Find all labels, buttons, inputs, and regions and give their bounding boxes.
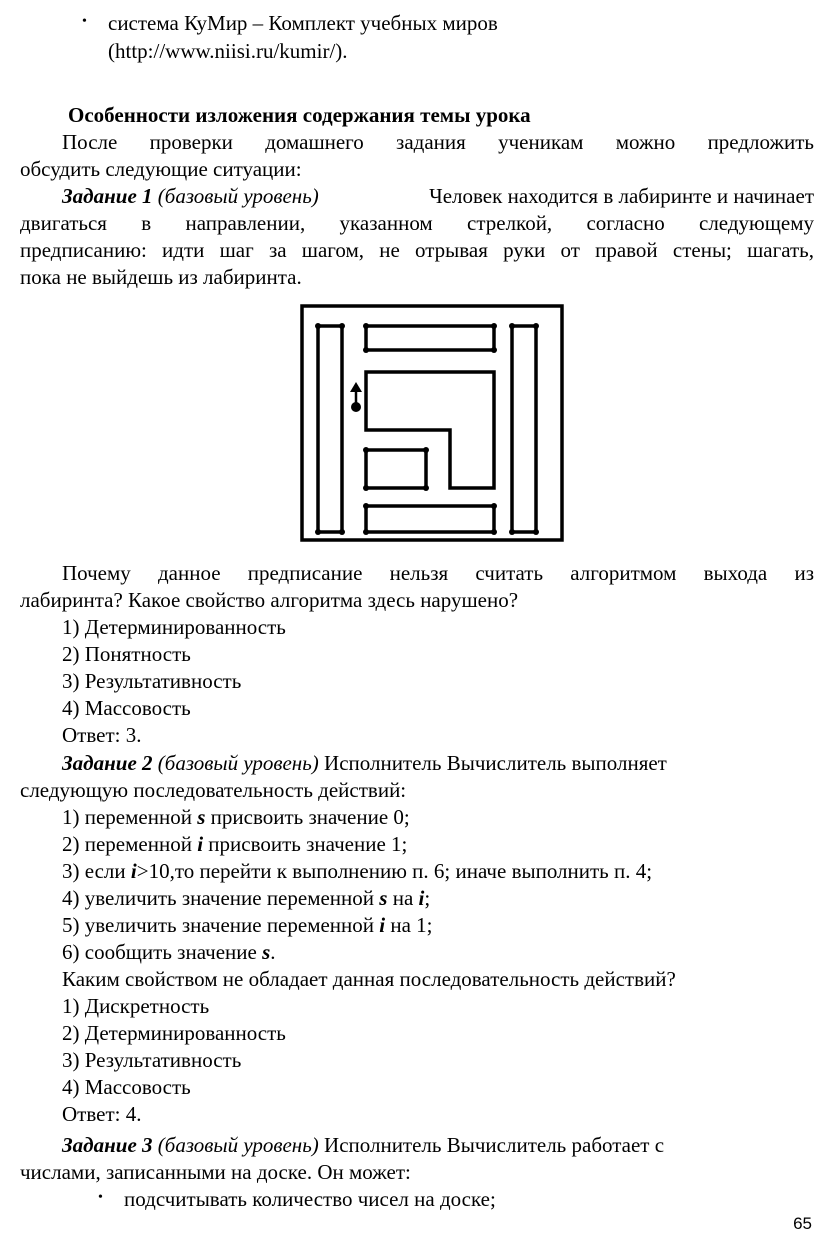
maze-l-block — [366, 372, 494, 488]
bullet-dot: • — [98, 1190, 103, 1205]
task1-line-1 — [62, 183, 814, 210]
task2-line-2: следующую последовательность действий: — [20, 778, 407, 802]
task1-option: 2) Понятность — [62, 642, 191, 666]
task1-option: 3) Результативность — [62, 669, 242, 693]
maze-right-bar — [512, 326, 536, 532]
task1-option: 1) Детерминированность — [62, 615, 286, 639]
task1-line-3: предписанию: идти шаг за шагом, не отрывая руки от правой стены; шагать, — [20, 238, 814, 262]
section-heading: Особенности изложения содержания темы урока — [68, 103, 531, 127]
bullet-dot: • — [82, 14, 87, 29]
task3-line1-rest: Исполнитель Вычислитель работает с — [324, 1133, 665, 1157]
task3-line-2: числами, записанными на доске. Он может: — [20, 1160, 411, 1184]
task1-line1-rest: Человек находится в лабиринте и начинает — [429, 184, 814, 208]
maze-bottom-bar — [366, 506, 494, 532]
task2-answer: Ответ: 4. — [62, 1102, 142, 1126]
maze-top-bar — [366, 326, 494, 350]
task1-line-2: двигаться в направлении, указанном стрелкой, согласно следующему — [20, 211, 814, 235]
task2-step: 3) если i>10,то перейти к выполнению п. 6; иначе выполнить п. 4; — [62, 859, 653, 883]
task3-label: Задание 3 — [62, 1133, 153, 1157]
maze-person-arrow-icon — [350, 382, 362, 412]
intro-line-1: система КуМир – Комплект учебных миров — [108, 11, 498, 35]
task3-line-1 — [62, 1132, 664, 1159]
page-number: 65 — [793, 1214, 812, 1233]
intro-line-2: (http://www.niisi.ru/kumir/). — [108, 39, 348, 63]
task2-line-1 — [62, 750, 667, 777]
task2-step: 2) переменной i присвоить значение 1; — [62, 832, 408, 856]
task2-label: Задание 2 — [62, 751, 153, 775]
task2-option: 2) Детерминированность — [62, 1021, 286, 1045]
task1-level: (базовый уровень) — [157, 184, 319, 208]
task2-question: Каким свойством не обладает данная последовательность действий? — [62, 967, 676, 991]
task2-step: 5) увеличить значение переменной i на 1; — [62, 913, 433, 937]
task2-step: 1) переменной s присвоить значение 0; — [62, 805, 410, 829]
task2-step: 6) сообщить значение s. — [62, 940, 276, 964]
task1-question-line-2: лабиринта? Какое свойство алгоритма здесь нарушено? — [20, 588, 519, 612]
maze-figure — [298, 302, 566, 542]
task1-option: 4) Массовость — [62, 696, 191, 720]
task3-bullet-1: подсчитывать количество чисел на доске; — [124, 1187, 496, 1211]
para1-line-1: После проверки домашнего задания ученикам можно предложить — [62, 130, 814, 154]
maze-small-box — [366, 450, 426, 488]
task1-question-line-1: Почему данное предписание нельзя считать алгоритмом выхода из — [62, 561, 814, 585]
para1-line-2: обсудить следующие ситуации: — [20, 157, 302, 181]
task2-option: 3) Результативность — [62, 1048, 242, 1072]
task1-answer: Ответ: 3. — [62, 723, 142, 747]
task2-step: 4) увеличить значение переменной s на i; — [62, 886, 431, 910]
task1-line-4: пока не выйдешь из лабиринта. — [20, 265, 302, 289]
task3-level: (базовый уровень) — [157, 1133, 319, 1157]
task2-level: (базовый уровень) — [157, 751, 319, 775]
task2-option: 4) Массовость — [62, 1075, 191, 1099]
task2-line1-rest: Исполнитель Вычислитель выполняет — [324, 751, 667, 775]
task2-option: 1) Дискретность — [62, 994, 210, 1018]
task1-label: Задание 1 — [62, 184, 153, 208]
maze-left-bar — [318, 326, 342, 532]
